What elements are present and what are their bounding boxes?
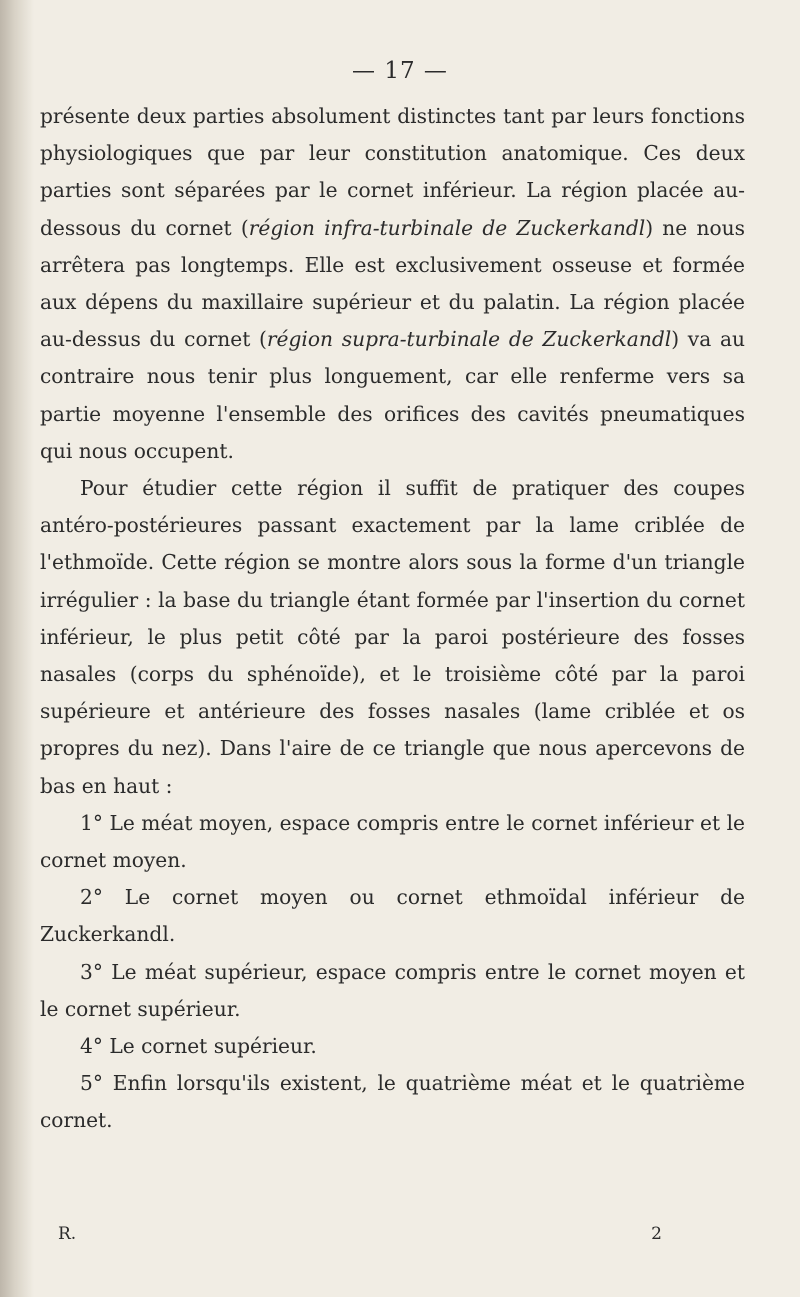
text-segment: ) ne nous arrêtera pas longtemps. Elle est exclusivement osseuse et formée aux dépens du maxillaire supérieur et du palatin. La région placée au-dessus du cornet ( — [40, 215, 745, 352]
text-segment: ) va au contraire nous tenir plus longuement, car elle renferme vers sa partie moyenne l'ensemble des orifices des cavités pneumatiques qui nous occupent. — [40, 327, 745, 463]
page-number: — 17 — — [352, 58, 448, 84]
sheet-number: 2 — [651, 1224, 662, 1244]
text-segment: 4° Le cornet supérieur. — [80, 1034, 317, 1059]
italic-term: région infra-turbinale de Zuckerkandl — [248, 215, 646, 240]
page-footer — [58, 1224, 662, 1244]
paragraph — [40, 1028, 745, 1065]
signature-mark: R. — [58, 1224, 77, 1244]
paragraph — [40, 805, 745, 879]
text-segment: 5° Enfin lorsqu'ils existent, le quatrième méat et le quatrième cornet. — [40, 1071, 745, 1133]
text-segment: 1° Le méat moyen, espace compris entre le cornet inférieur et le cornet moyen. — [40, 810, 745, 873]
paragraph — [40, 954, 745, 1028]
paragraph — [40, 470, 745, 805]
text-segment: 3° Le méat supérieur, espace compris entre le cornet moyen et le cornet supérieur. — [40, 959, 745, 1021]
paragraph — [40, 879, 745, 953]
text-segment: Pour étudier cette région il suffit de pratiquer des coupes antéro-postérieures passant exactement par la lame criblée de l'ethmoïde. Cette région se montre alors sous la forme d'un triangle irrégulier : la base du triangle étant formée par l'insertion du cornet inférieur, le plus petit côté par la paroi postérieure des fosses nasales (corps du sphénoïde), et le troisième côté par la paroi supérieure et antérieure des fosses nasales (lame criblée et os propres du nez). Dans l'aire de ce triangle que nous apercevons de bas en haut : — [40, 476, 745, 798]
text-segment: présente deux parties absolument distinctes tant par leurs fonctions physiologiques que par leur constitution anatomique. Ces deux parties sont séparées par le cornet inférieur. La région placée au-dessous du cornet ( — [40, 104, 745, 240]
text-segment: 2° Le cornet moyen ou cornet ethmoïdal inférieur de Zuckerkandl. — [40, 885, 745, 947]
body-text — [40, 98, 745, 1140]
binding-shadow — [0, 0, 34, 1297]
italic-term: région supra-turbinale de Zuckerkandl — [266, 327, 672, 352]
paragraph — [40, 98, 745, 470]
paragraph — [40, 1065, 745, 1139]
